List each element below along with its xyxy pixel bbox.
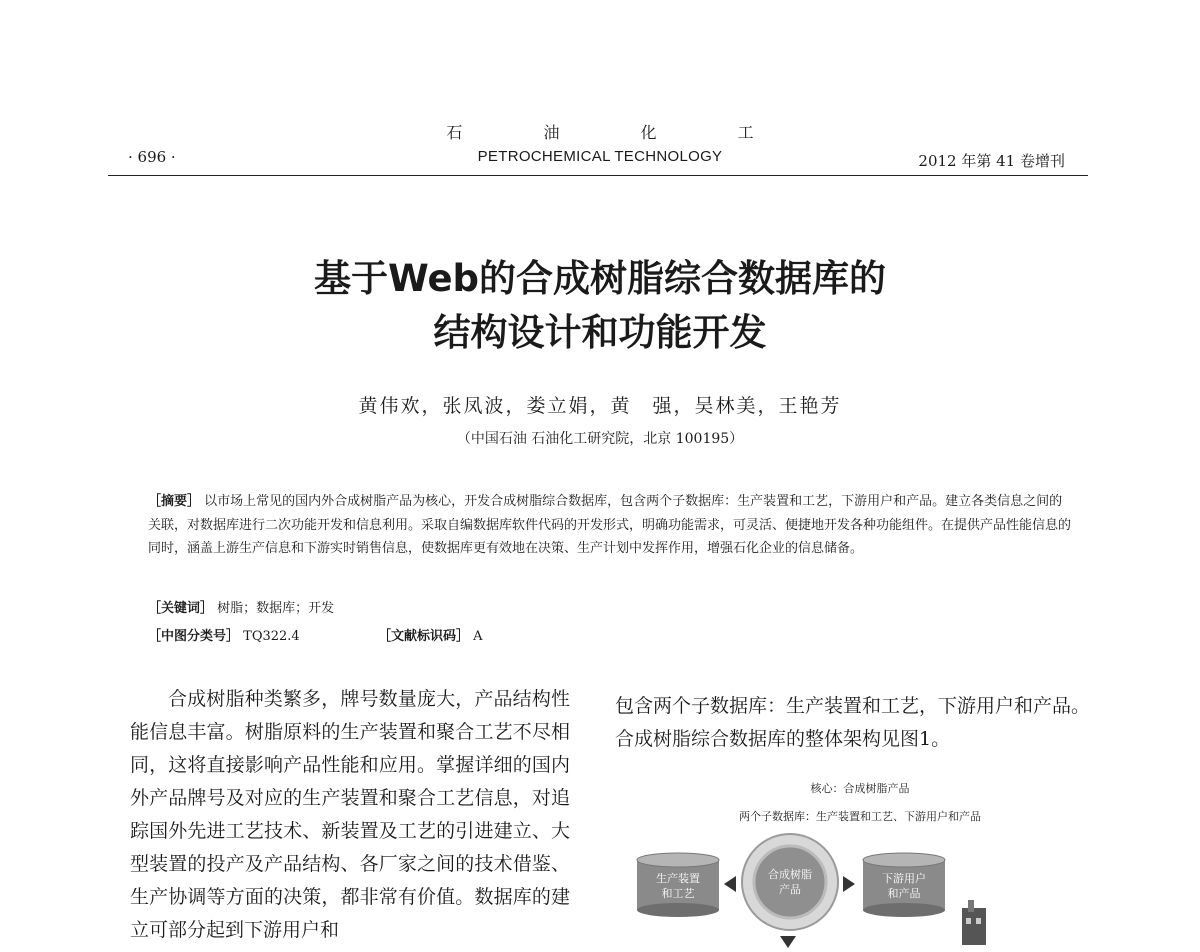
classification-line [148, 625, 483, 644]
doc-code-label: ［文献标识码］ [377, 629, 469, 644]
database-cylinder-left [635, 852, 721, 918]
journal-name-en: PETROCHEMICAL TECHNOLOGY [477, 148, 723, 165]
body-column-right [615, 690, 1090, 756]
keywords-line [148, 597, 334, 616]
core-product-circle [740, 832, 840, 932]
page-number: · 696 · [128, 148, 176, 166]
body-paragraph: 包含两个子数据库：生产装置和工艺，下游用户和产品。合成树脂综合数据库的整体架构见图1。 [615, 695, 1091, 750]
core-label-2: 产品 [779, 883, 801, 896]
arrow-right-icon [843, 876, 855, 892]
author-list: 黄伟欢，张凤波，娄立娟，黄 强，吴林美，王艳芳 [358, 395, 842, 417]
right-db-label-2: 和产品 [887, 887, 921, 900]
body-paragraph: 合成树脂种类繁多，牌号数量庞大，产品结构性能信息丰富。树脂原料的生产装置和聚合工艺不尽相同，这将直接影响产品性能和应用。掌握详细的国内外产品牌号及对应的生产装置和聚合工艺信息，对追踪国外先进工艺技术、新装置及工艺的引进建立、大型装置的投产及产品结构、各厂家之间的技术借鉴、生产协调等方面的决策，都非常有价值。数据库的建立可部分起到下游用户和 [130, 688, 570, 941]
title-line-1: 基于Web的合成树脂综合数据库的 [313, 257, 887, 300]
arrow-left-icon [724, 876, 736, 892]
keywords-label: ［关键词］ [148, 601, 214, 616]
left-db-label-2: 和工艺 [661, 887, 695, 900]
journal-name-cn: 石 油 化 工 [446, 123, 792, 142]
body-column-left [130, 683, 570, 947]
affiliation: （中国石油 石油化工研究院，北京 100195） [456, 431, 744, 447]
paper-title [0, 252, 1200, 360]
database-cylinder-right [861, 852, 947, 918]
figure-label-core: 核心：合成树脂产品 [810, 782, 910, 795]
title-line-2: 结构设计和功能开发 [433, 311, 767, 354]
doc-code-value: A [473, 629, 483, 644]
core-label-1: 合成树脂 [768, 868, 812, 881]
abstract [148, 490, 1073, 561]
issue-info: 2012 年第 41 卷增刊 [918, 152, 1065, 170]
figure-label-sub: 两个子数据库：生产装置和工艺、下游用户和产品 [739, 810, 981, 823]
keywords: 树脂；数据库；开发 [217, 601, 335, 616]
abstract-text: 以市场上常见的国内外合成树脂产品为核心，开发合成树脂综合数据库，包含两个子数据库：生产装置和工艺，下游用户和产品。建立各类信息之间的关联，对数据库进行二次功能开发和信息利用。采取自编数据库软件代码的开发形式，明确功能需求，可灵活、便捷地开发各种功能组件。在提供产品性能信息的同时，涵盖上游生产信息和下游实时销售信息，使数据库更有效地在决策、生产计划中发挥作用，增强石化企业的信息储备。 [148, 494, 1072, 556]
right-db-label-1: 下游用户 [882, 872, 926, 885]
class-value: TQ322.4 [243, 629, 300, 644]
header-rule [108, 175, 1088, 176]
arrow-down-icon [780, 936, 796, 948]
left-db-label-1: 生产装置 [656, 872, 700, 885]
factory-icon [958, 900, 990, 945]
abstract-label: ［摘要］ [148, 494, 201, 509]
class-label: ［中图分类号］ [148, 629, 240, 644]
